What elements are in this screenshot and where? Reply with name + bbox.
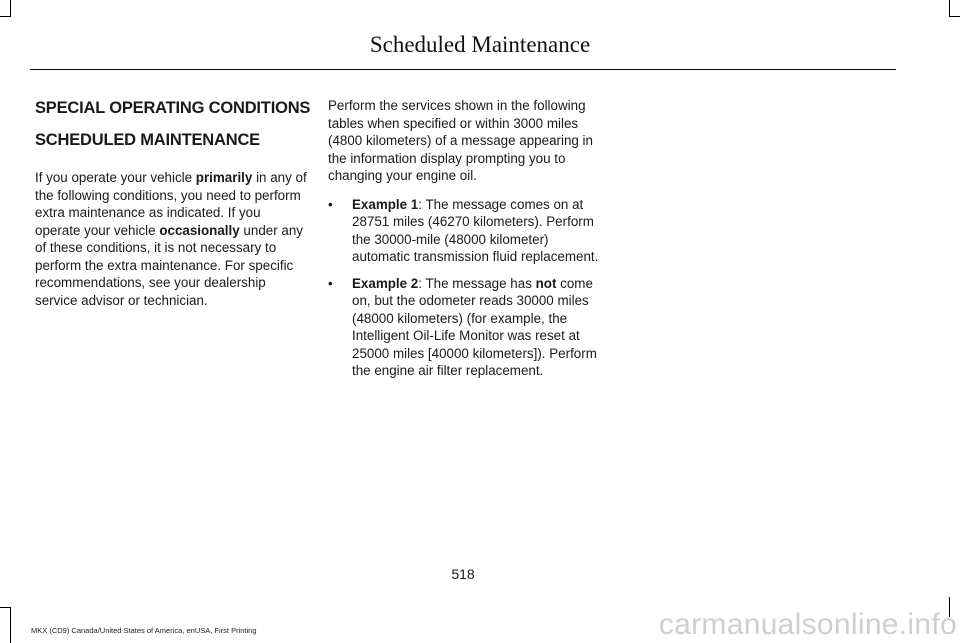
list-item: • Example 1: The message comes on at 28751 miles (46270 kilometers). Perform the 30000-mile (48000 kilometer) automatic transmission fluid replacement. [328,196,599,264]
page-number: 518 [451,566,475,582]
emphasis-occasionally: occasionally [159,222,240,238]
intro-paragraph: Perform the services shown in the following tables when specified or within 3000 miles (4800 kilometers) of a message appearing in the information display prompting you to changing your engine oil. [328,98,593,183]
bullet-icon: • [328,196,333,212]
crop-mark-top-left-h [0,16,11,17]
examples-list [328,196,600,380]
crop-mark-bottom-left-v [10,607,11,643]
right-column [328,97,600,389]
crop-mark-top-right-h [949,16,960,17]
header-rule [30,69,896,70]
section-heading-scheduled-maintenance: SCHEDULED MAINTENANCE [35,131,260,149]
bullet-icon: • [328,275,333,291]
section-heading-special-conditions: SPECIAL OPERATING CONDITIONS [35,99,311,117]
emphasis-primarily: primarily [195,170,253,185]
crop-mark-top-left-v [10,0,11,17]
left-column [35,97,311,309]
crop-mark-top-right-v [949,0,950,17]
example-2-label: Example 2 [352,275,419,291]
emphasis-not: not [535,275,557,291]
crop-mark-bottom-left-h [0,607,11,608]
list-item: • Example 2: The message has not come on, but the odometer reads 30000 miles (48000 kilometers) (for example, the Intelligent Oil-Life Monitor was reset at 25000 miles [40000 kilometers]). Perform the engine air filter replacement. [328,275,597,378]
example-1-label: Example 1 [352,196,419,212]
edition-footer: MKX (CD9) Canada/United States of America, enUSA, First Printing [31,626,257,635]
special-conditions-paragraph: If you operate your vehicle primarily in any of the following conditions, you need to perform extra maintenance as indicated. If you operate your vehicle occasionally under any of these conditions, it is not necessary to perform the extra maintenance. For specific recommendations, see your dealership service advisor or technician. [35,170,307,308]
watermark-text: carmanualsonline.info [658,608,957,641]
page-title: Scheduled Maintenance [369,32,591,57]
